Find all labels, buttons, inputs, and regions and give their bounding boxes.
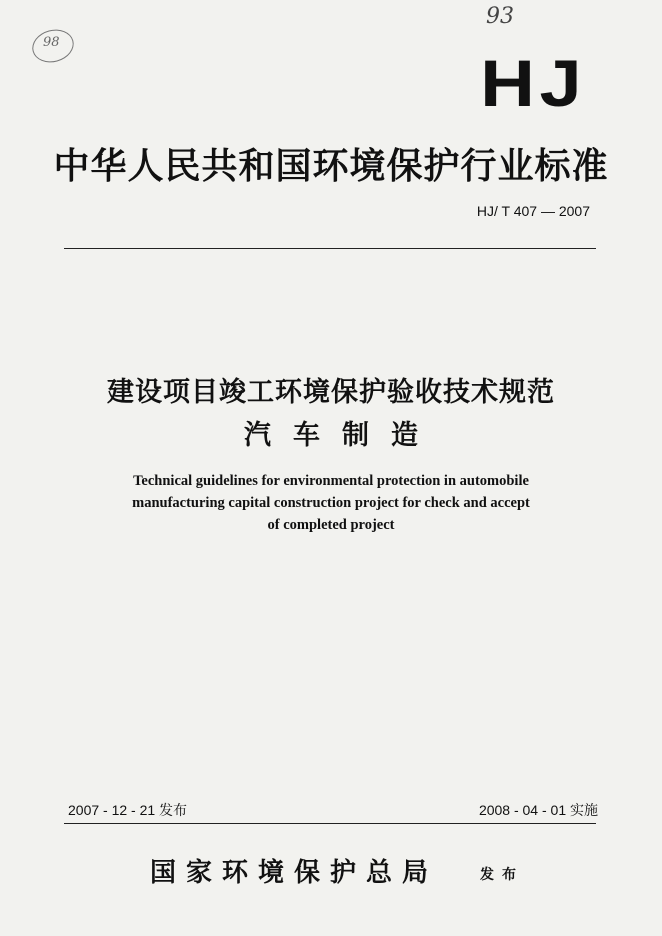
issue-date: 2007 - 12 - 21 发布: [68, 802, 188, 818]
organization-title: 中华人民共和国环境保护行业标准: [53, 145, 609, 187]
bottom-divider: [64, 823, 596, 824]
title-chinese-line2: 汽车制造: [244, 420, 440, 451]
publish-label: 发布: [480, 867, 524, 883]
title-chinese-line1: 建设项目竣工环境保护验收技术规范: [107, 377, 555, 408]
title-english-line1: Technical guidelines for environmental protection in automobile: [133, 473, 529, 489]
stamp-number: 98: [43, 35, 60, 50]
publisher-name: 国家环境保护总局: [150, 858, 439, 888]
title-english-line2: manufacturing capital construction project for check and accept: [132, 495, 530, 511]
title-english: [110, 470, 552, 536]
handwritten-page-number: 93: [486, 4, 514, 29]
implementation-date: 2008 - 04 - 01 实施: [478, 802, 598, 818]
hj-logo: HJ: [479, 46, 586, 120]
standard-code: HJ/ T 407 — 2007: [476, 203, 590, 219]
title-english-line3: of completed project: [267, 517, 395, 533]
top-divider: [64, 248, 596, 249]
